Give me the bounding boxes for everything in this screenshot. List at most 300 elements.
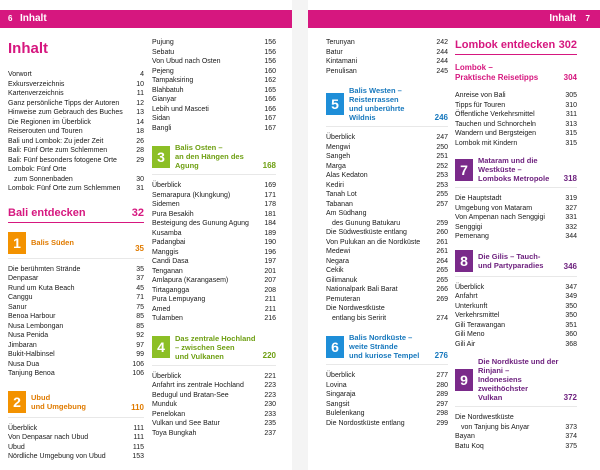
chapter-page: 220 — [262, 351, 276, 360]
toc-entry[interactable] — [152, 248, 276, 258]
chapter-number-badge: 7 — [455, 159, 473, 181]
toc-entry[interactable] — [152, 86, 276, 96]
toc-entry[interactable] — [455, 423, 577, 433]
toc-entry[interactable] — [326, 48, 448, 58]
toc-entry[interactable] — [152, 429, 276, 439]
title-line: und kuriose Tempel — [349, 351, 420, 360]
toc-entry[interactable] — [8, 118, 144, 128]
chapter-8-list — [455, 283, 577, 350]
chapter-page: 110 — [131, 403, 144, 412]
practical-tips-page: 304 — [563, 73, 577, 82]
toc-entry[interactable] — [152, 67, 276, 77]
toc-entry[interactable] — [326, 304, 448, 314]
chapter-page: 318 — [563, 173, 577, 183]
chapter-number-badge: 5 — [326, 93, 344, 115]
toc-entry[interactable] — [8, 331, 144, 341]
toc-entry-page: 244 — [436, 48, 448, 56]
toc-entry-text: Unterkunft — [455, 302, 488, 310]
chapter-2-list — [8, 424, 144, 462]
toc-entry-page: 280 — [436, 381, 448, 389]
toc-entry[interactable] — [152, 267, 276, 277]
toc-entry-text: Denpasar — [8, 275, 39, 282]
chapter-3-header[interactable] — [152, 143, 276, 175]
toc-entry-page: 111 — [133, 434, 144, 441]
toc-entry[interactable] — [152, 229, 276, 239]
toc-entry-page: 211 — [264, 305, 276, 313]
toc-entry[interactable] — [8, 175, 144, 185]
toc-entry-text: Kediri — [326, 181, 344, 189]
toc-entry[interactable] — [8, 293, 144, 303]
toc-entry[interactable] — [326, 219, 448, 229]
toc-entry-page: 165 — [264, 86, 276, 94]
toc-entry-page: 274 — [436, 314, 448, 322]
toc-entry[interactable] — [455, 413, 577, 423]
toc-entry-text: Überblick — [455, 283, 485, 291]
toc-entry[interactable] — [152, 276, 276, 286]
book-gutter — [292, 0, 308, 470]
part-header-lombok — [455, 38, 577, 55]
toc-entry[interactable] — [326, 209, 448, 219]
toc-entry[interactable] — [455, 204, 577, 214]
toc-entry-page: 106 — [132, 360, 144, 368]
toc-entry-page: 349 — [565, 293, 577, 300]
toc-entry[interactable] — [152, 219, 276, 229]
toc-entry[interactable] — [326, 295, 448, 305]
toc-entry[interactable] — [326, 181, 448, 191]
toc-entry-text: Pura Besakih — [152, 210, 194, 218]
toc-entry-text: Penelokan — [152, 410, 186, 418]
toc-entry-text: Verkehrsmittel — [455, 312, 500, 319]
toc-entry[interactable] — [455, 432, 577, 442]
chapter-5-header[interactable] — [326, 86, 448, 127]
title-line: Lombok – — [455, 63, 493, 72]
toc-entry[interactable] — [8, 99, 144, 109]
chapter-9-list — [455, 413, 577, 451]
toc-entry-text: Anfahrt ins zentrale Hochland — [152, 382, 244, 389]
toc-entry-text: Von Ampenan nach Senggigi — [455, 214, 545, 221]
chapter-number-badge: 2 — [8, 391, 26, 413]
toc-entry[interactable] — [8, 452, 144, 462]
intro-list — [8, 70, 144, 194]
chapter-title — [349, 333, 431, 360]
toc-entry-page: 344 — [565, 233, 577, 240]
right-col1-list — [326, 38, 448, 76]
toc-entry-text: Die Nordostküste entlang — [326, 419, 405, 427]
toc-entry[interactable] — [152, 314, 276, 324]
toc-entry-page: 29 — [136, 156, 144, 164]
toc-entry[interactable] — [8, 265, 144, 275]
chapter-title — [175, 334, 259, 361]
toc-entry-text: Öffentliche Verkehrsmittel — [455, 111, 535, 118]
chapter-7-list — [455, 194, 577, 242]
toc-entry[interactable] — [152, 400, 276, 410]
toc-entry-page: 156 — [264, 39, 276, 46]
title-line: weite Strände — [349, 342, 398, 351]
toc-entry-page: 211 — [264, 296, 276, 303]
toc-entry-text: Benoa Harbour — [8, 313, 56, 320]
toc-entry-page: 261 — [436, 238, 448, 246]
toc-entry[interactable] — [455, 330, 577, 340]
toc-entry[interactable] — [326, 409, 448, 419]
toc-entry-text: Nationalpark Bali Barat — [326, 286, 398, 293]
toc-entry-text: Von Pulukan an die Nordküste — [326, 238, 421, 246]
toc-entry-text: Lombok mit Kindern — [455, 139, 518, 147]
toc-entry[interactable] — [8, 433, 144, 443]
toc-entry[interactable] — [326, 57, 448, 67]
toc-entry[interactable] — [152, 191, 276, 201]
practical-tips-title — [455, 63, 538, 83]
toc-entry-text: Terunyan — [326, 39, 355, 46]
toc-entry[interactable] — [326, 285, 448, 295]
toc-entry[interactable] — [152, 410, 276, 420]
toc-entry-text: Gili Air — [455, 340, 476, 348]
toc-entry-text: Die Hauptstadt — [455, 195, 502, 202]
toc-entry-text: Semarapura (Klungkung) — [152, 191, 231, 199]
toc-entry-text: Sidemen — [152, 201, 180, 208]
title-line: und Umgebung — [31, 401, 86, 411]
toc-entry-text: Gili Meno — [455, 331, 485, 338]
chapter-page: 35 — [135, 244, 144, 253]
toc-entry-text: Tipps für Touren — [455, 101, 506, 109]
toc-entry[interactable] — [8, 127, 144, 137]
toc-entry-text: Padangbai — [152, 239, 186, 246]
toc-entry[interactable] — [8, 443, 144, 453]
toc-entry-text: Überblick — [8, 424, 38, 432]
toc-entry-text: Vulkan und See Batur — [152, 420, 220, 427]
title-line: an den Hängen des Agung — [175, 152, 244, 170]
toc-entry-page: 167 — [264, 115, 276, 122]
toc-entry[interactable] — [326, 371, 448, 381]
toc-entry-page: 111 — [133, 424, 144, 432]
toc-entry-page: 166 — [264, 96, 276, 103]
toc-entry-page: 242 — [436, 39, 448, 46]
toc-entry[interactable] — [455, 194, 577, 204]
toc-entry-text: Penulisan — [326, 67, 357, 75]
toc-entry-page: 259 — [436, 219, 448, 227]
running-title-left: Inhalt — [20, 13, 47, 24]
toc-entry[interactable] — [152, 124, 276, 134]
toc-entry[interactable] — [326, 162, 448, 172]
toc-entry-page: 327 — [565, 204, 577, 212]
toc-entry[interactable] — [455, 321, 577, 331]
toc-entry[interactable] — [152, 181, 276, 191]
toc-entry[interactable] — [455, 139, 577, 149]
toc-entry[interactable] — [8, 89, 144, 99]
toc-entry-page: 171 — [264, 191, 276, 199]
toc-entry-page: 216 — [264, 315, 276, 322]
toc-entry-text: Tauchen und Schnorcheln — [455, 120, 536, 128]
toc-entry-page: 115 — [132, 443, 144, 451]
toc-entry[interactable] — [152, 295, 276, 305]
toc-entry[interactable] — [455, 110, 577, 120]
toc-entry[interactable] — [152, 76, 276, 86]
toc-entry[interactable] — [152, 48, 276, 58]
toc-entry-page: 106 — [132, 370, 144, 377]
toc-entry-text: Gilimanuk — [326, 276, 358, 284]
toc-entry[interactable] — [8, 146, 144, 156]
toc-entry[interactable] — [8, 184, 144, 194]
toc-entry-text: Vorwort — [8, 71, 32, 78]
toc-entry[interactable] — [326, 266, 448, 276]
toc-entry-page: 166 — [264, 105, 276, 113]
toc-entry-text: Bedugul und Bratan-See — [152, 391, 229, 399]
toc-entry[interactable] — [152, 391, 276, 401]
toc-entry-page: 265 — [436, 267, 448, 274]
toc-entry-page: 266 — [436, 286, 448, 293]
toc-entry[interactable] — [8, 80, 144, 90]
toc-entry[interactable] — [326, 257, 448, 267]
toc-entry-page: 347 — [565, 283, 577, 291]
toc-entry-page: 297 — [436, 400, 448, 408]
chapter-title — [478, 357, 560, 402]
toc-entry[interactable] — [326, 238, 448, 248]
toc-entry-text: Tulamben — [152, 315, 183, 322]
title-line: Balis Westen – Reisterrassen — [349, 86, 402, 104]
toc-entry[interactable] — [8, 322, 144, 332]
toc-entry-page: 208 — [264, 286, 276, 294]
toc-entry[interactable] — [326, 419, 448, 429]
toc-entry[interactable] — [326, 390, 448, 400]
toc-entry-text: Pura Lempuyang — [152, 296, 206, 303]
chapter-title — [175, 143, 259, 170]
toc-entry-page: 223 — [264, 391, 276, 399]
toc-entry[interactable] — [455, 120, 577, 130]
toc-entry-text: Umgebung von Mataram — [455, 204, 533, 212]
toc-entry[interactable] — [455, 101, 577, 111]
toc-entry-page: 252 — [436, 162, 448, 170]
chapter-6-header[interactable] — [326, 333, 448, 365]
toc-entry-text: Besteigung des Gunung Agung — [152, 220, 249, 227]
toc-entry[interactable] — [326, 133, 448, 143]
toc-entry-text: Medewi — [326, 248, 351, 255]
chapter-1-header[interactable] — [8, 232, 144, 259]
toc-entry[interactable] — [8, 312, 144, 322]
toc-entry[interactable] — [326, 276, 448, 286]
toc-entry[interactable] — [326, 381, 448, 391]
toc-entry[interactable] — [8, 284, 144, 294]
chapter-1-list — [8, 265, 144, 379]
toc-entry[interactable] — [152, 286, 276, 296]
toc-entry-page: 13 — [136, 109, 144, 116]
toc-entry[interactable] — [8, 137, 144, 147]
toc-entry-text: Lovina — [326, 381, 347, 389]
toc-entry-page: 18 — [136, 128, 144, 135]
toc-entry-text: Bali und Lombok: Zu jeder Zeit — [8, 137, 104, 145]
toc-entry-page: 10 — [136, 80, 144, 88]
toc-entry[interactable] — [326, 400, 448, 410]
toc-entry[interactable] — [326, 152, 448, 162]
toc-entry-text: Amlapura (Karangasem) — [152, 277, 229, 284]
title-line: Vulkan — [478, 393, 503, 402]
toc-entry[interactable] — [8, 156, 144, 166]
toc-entry[interactable] — [152, 38, 276, 48]
title-line: Indonesiens zweithöchster — [478, 375, 529, 393]
toc-entry-text: Ubud — [8, 443, 25, 451]
chapter-number-badge: 6 — [326, 336, 344, 358]
toc-entry[interactable] — [8, 341, 144, 351]
toc-entry-text: Lombok: Fünf Orte zum Schlemmen — [8, 185, 121, 192]
toc-entry[interactable] — [8, 108, 144, 118]
chapter-3-list — [152, 181, 276, 324]
toc-entry-page: 260 — [436, 229, 448, 236]
title-line: Mataram und die Westküste – — [478, 156, 538, 174]
toc-entry[interactable] — [152, 200, 276, 210]
toc-entry-page: 12 — [136, 99, 144, 107]
toc-entry[interactable] — [8, 424, 144, 434]
toc-entry-page: 311 — [565, 111, 577, 118]
toc-entry[interactable] — [455, 340, 577, 350]
toc-entry-page: 253 — [436, 181, 448, 189]
toc-entry[interactable] — [455, 213, 577, 223]
toc-entry-text: Tanjung Benoa — [8, 370, 55, 377]
toc-entry-page: 26 — [136, 137, 144, 145]
chapter-5-list — [326, 133, 448, 323]
chapter-9-header[interactable] — [455, 357, 577, 407]
part-title: Bali entdecken — [8, 206, 86, 219]
toc-entry-text: Alas Kedaton — [326, 172, 368, 179]
toc-entry[interactable] — [455, 292, 577, 302]
toc-entry-page: 233 — [264, 410, 276, 418]
toc-entry[interactable] — [152, 381, 276, 391]
toc-entry[interactable] — [326, 38, 448, 48]
toc-entry[interactable] — [8, 165, 144, 175]
practical-tips-header[interactable] — [455, 63, 577, 85]
toc-entry-page: 368 — [565, 340, 577, 348]
toc-entry-text: Blahbatuh — [152, 86, 184, 94]
toc-entry-text: Tabanan — [326, 200, 353, 208]
toc-entry-text: Lebih und Masceti — [152, 105, 209, 113]
toc-entry[interactable] — [326, 67, 448, 77]
toc-entry-page: 374 — [565, 433, 577, 440]
toc-entry-text: Candi Dasa — [152, 258, 189, 265]
toc-entry-text: Mengwi — [326, 143, 351, 151]
chapter-4-header[interactable] — [152, 334, 276, 366]
title-line: Balis Nordküste – — [349, 333, 413, 342]
toc-entry-page: 332 — [565, 223, 577, 231]
title-line: Lomboks Metropole — [478, 174, 550, 183]
chapter-page: 246 — [434, 112, 448, 122]
title-line: und Vulkanen — [175, 351, 224, 361]
toc-entry-page: 28 — [136, 147, 144, 154]
toc-entry-text: Munduk — [152, 401, 177, 408]
toc-entry[interactable] — [326, 314, 448, 324]
toc-entry[interactable] — [455, 223, 577, 233]
toc-entry-text: Kartenverzeichnis — [8, 90, 64, 97]
toc-entry[interactable] — [326, 143, 448, 153]
toc-entry[interactable] — [152, 95, 276, 105]
toc-entry[interactable] — [152, 210, 276, 220]
toc-entry-text: Amed — [152, 305, 171, 313]
toc-entry-text: Lombok: Fünf Orte — [8, 166, 67, 173]
toc-entry-page: 289 — [436, 391, 448, 398]
toc-entry-text: Sanur — [8, 303, 27, 311]
toc-entry-page: 244 — [436, 58, 448, 65]
toc-entry[interactable] — [8, 350, 144, 360]
toc-entry-page: 373 — [565, 423, 577, 431]
toc-entry[interactable] — [326, 228, 448, 238]
toc-entry-text: Cekik — [326, 267, 344, 274]
title-line: und unberührte Wildnis — [349, 104, 405, 122]
toc-entry[interactable] — [152, 105, 276, 115]
toc-entry[interactable] — [152, 305, 276, 315]
toc-entry-text: Manggis — [152, 248, 179, 256]
toc-entry[interactable] — [326, 171, 448, 181]
toc-entry-text: Jimbaran — [8, 341, 37, 349]
toc-entry-text: Tampaksiring — [152, 77, 194, 84]
toc-entry-page: 331 — [565, 214, 577, 221]
toc-entry-page: 350 — [565, 302, 577, 310]
toc-entry[interactable] — [455, 283, 577, 293]
toc-entry-text: Bali: Fünf besonders fotogene Orte — [8, 156, 117, 164]
chapter-2-header[interactable] — [8, 391, 144, 418]
toc-entry-page: 37 — [136, 275, 144, 282]
toc-entry[interactable] — [326, 200, 448, 210]
toc-entry-page: 310 — [565, 101, 577, 109]
toc-entry[interactable] — [326, 190, 448, 200]
toc-entry[interactable] — [8, 303, 144, 313]
toc-entry[interactable] — [455, 311, 577, 321]
toc-entry-page: 99 — [136, 351, 144, 358]
toc-entry-text: Die Südwestküste entlang — [326, 229, 407, 236]
chapter-7-header[interactable] — [455, 156, 577, 188]
toc-entry-text: Die Regionen im Überblick — [8, 118, 91, 126]
toc-entry[interactable] — [8, 70, 144, 80]
part-page: 32 — [131, 206, 144, 219]
chapter-number-badge: 3 — [152, 146, 170, 168]
toc-entry[interactable] — [8, 360, 144, 370]
toc-entry[interactable] — [152, 57, 276, 67]
toc-entry[interactable] — [152, 372, 276, 382]
toc-entry-text: Überblick — [152, 182, 182, 189]
toc-entry[interactable] — [152, 238, 276, 248]
toc-entry[interactable] — [8, 369, 144, 379]
toc-entry-page: 261 — [436, 248, 448, 255]
toc-entry[interactable] — [326, 247, 448, 257]
toc-entry-text: Nördliche Umgebung von Ubud — [8, 453, 106, 460]
toc-entry-text: Pemenang — [455, 233, 489, 240]
toc-entry[interactable] — [455, 91, 577, 101]
toc-entry[interactable] — [152, 419, 276, 429]
toc-entry-page: 196 — [264, 248, 276, 256]
title-line: – zwischen Seen — [175, 342, 235, 352]
left-column-1 — [8, 38, 144, 462]
title-line: Die Gilis – Tauch- — [478, 251, 541, 261]
toc-entry[interactable] — [455, 232, 577, 242]
toc-entry[interactable] — [8, 274, 144, 284]
toc-entry[interactable] — [152, 257, 276, 267]
toc-entry-page: 269 — [436, 295, 448, 303]
toc-entry-text: Tirtagangga — [152, 286, 190, 294]
chapter-8-header[interactable] — [455, 250, 577, 277]
toc-entry-text: Sangeh — [326, 153, 351, 160]
toc-entry-text: Pejeng — [152, 67, 174, 75]
chapter-number-badge: 8 — [455, 250, 473, 272]
toc-entry-page: 247 — [436, 134, 448, 141]
toc-entry-text: Überblick — [326, 372, 356, 379]
toc-entry-text: Nusa Penida — [8, 332, 49, 339]
toc-entry[interactable] — [455, 129, 577, 139]
toc-entry-page: 235 — [264, 420, 276, 427]
title-line: und Partyparadies — [478, 260, 544, 270]
toc-entry[interactable] — [455, 442, 577, 452]
toc-entry-text: Anfahrt — [455, 293, 478, 300]
toc-entry-page: 4 — [140, 71, 144, 78]
toc-entry[interactable] — [152, 114, 276, 124]
toc-entry[interactable] — [455, 302, 577, 312]
toc-entry-page: 45 — [136, 284, 144, 292]
toc-entry-page: 30 — [136, 175, 144, 183]
col2-list — [152, 38, 276, 133]
